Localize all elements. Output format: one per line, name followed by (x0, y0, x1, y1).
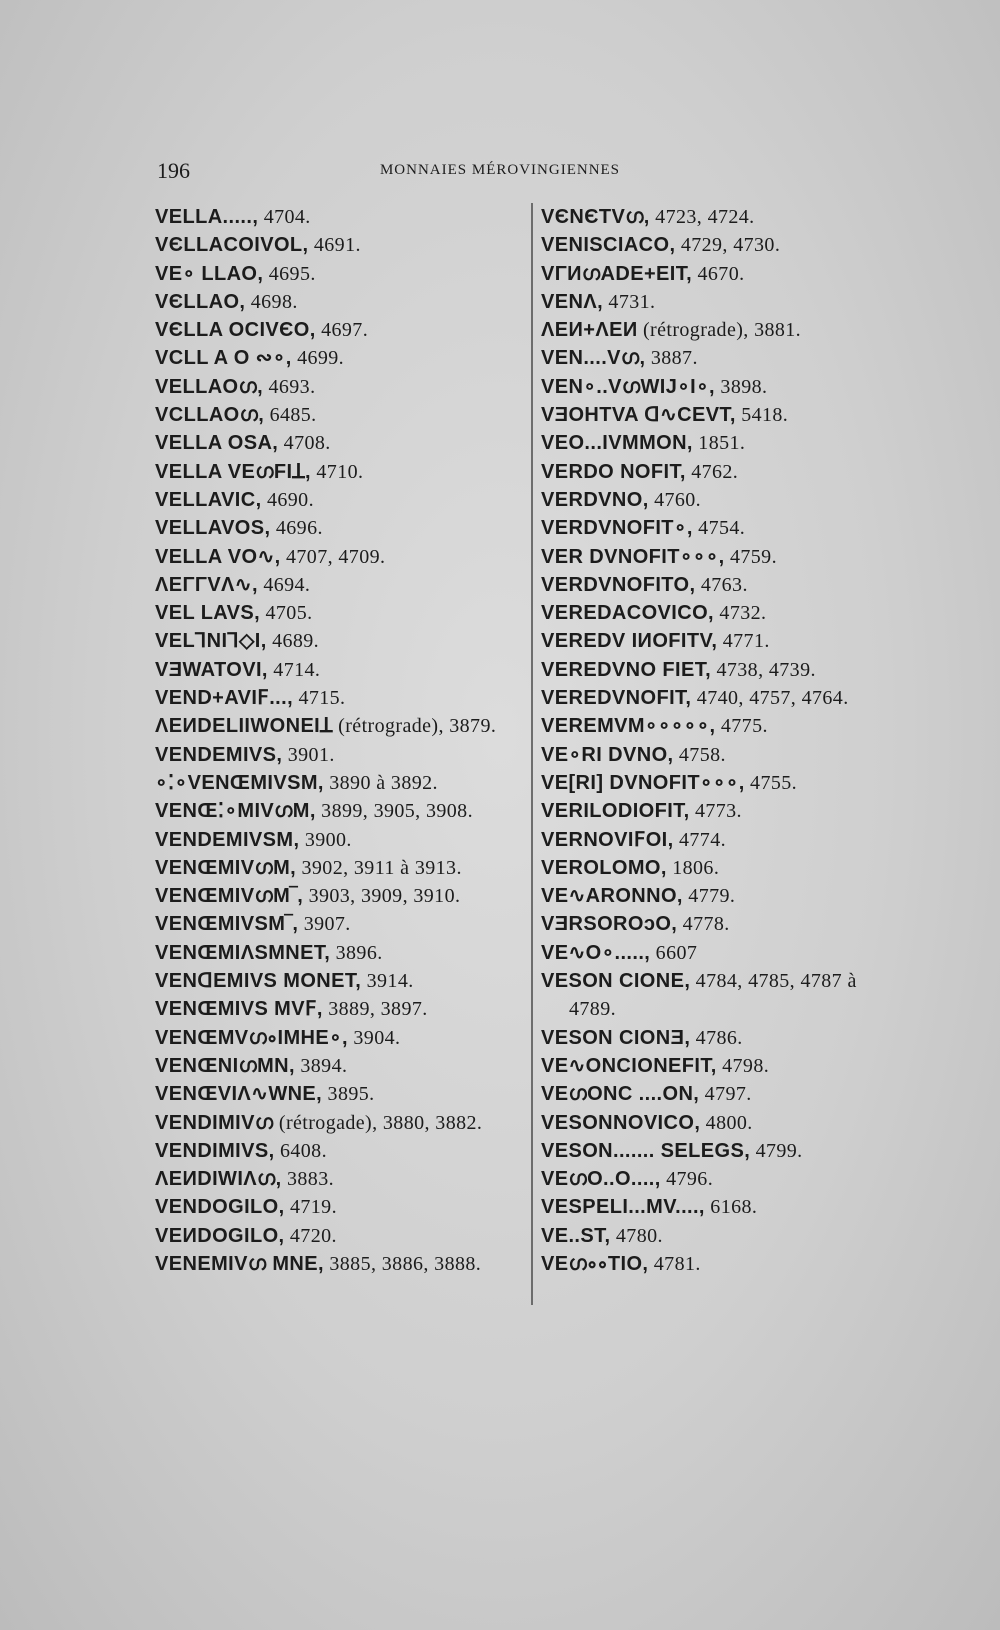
index-entry (541, 1109, 921, 1137)
coin-references: 4796. (660, 1168, 714, 1191)
coin-references: (rétrograde), 3881. (637, 319, 802, 342)
index-entry (541, 1250, 921, 1278)
coin-legend: VELLA VO∿, (155, 545, 281, 568)
coin-legend: VENŒMIVSM‾, (155, 913, 299, 936)
coin-references: 4710. (311, 460, 364, 483)
left-column (155, 203, 515, 1278)
index-entry (155, 741, 515, 769)
running-title: MONNAIES MÉROVINGIENNES (379, 162, 621, 178)
coin-references: 4758. (673, 743, 726, 766)
coin-references: 4786. (690, 1026, 743, 1049)
coin-references: 3904. (348, 1026, 401, 1049)
coin-references: 3896. (330, 941, 383, 964)
coin-legend: VEN....Vഗ, (541, 347, 646, 370)
coin-references: 4699. (291, 347, 345, 370)
coin-references: 3883. (281, 1168, 334, 1191)
right-column (541, 203, 921, 1278)
coin-legend: VEREDVNO FIET, (541, 658, 712, 681)
coin-legend: VER DVNOFIT∘∘∘, (541, 545, 725, 568)
index-entry (541, 429, 921, 457)
coin-legend: VELLA OSA, (155, 432, 279, 455)
coin-references: 4780. (610, 1224, 663, 1247)
coin-legend: VELLA VEഗFIꓕ, (155, 460, 311, 483)
coin-references: 4778. (677, 913, 730, 936)
coin-legend: VЄLLA OCIVЄO, (155, 319, 316, 342)
coin-legend: VERNOVIꓝOI, (541, 828, 674, 851)
index-entry (155, 1024, 515, 1052)
coin-legend: VE∿O∘....., (541, 941, 651, 964)
coin-legend: VEROLOMO, (541, 856, 667, 879)
coin-references: 4723, 4724. (649, 206, 755, 228)
coin-references: 3900. (299, 828, 352, 851)
coin-references: 3894. (294, 1054, 348, 1077)
coin-references: 4762. (685, 460, 739, 483)
index-entry (155, 1080, 515, 1108)
coin-references: 4696. (270, 517, 323, 540)
coin-references: 4707, 4709. (280, 545, 386, 568)
index-entry (155, 854, 515, 882)
coin-references: 4729, 4730. (675, 234, 781, 257)
index-entry (155, 769, 515, 797)
coin-references: 4755. (744, 771, 798, 794)
coin-references: 3899, 3905, 3908. (315, 800, 473, 823)
coin-legend: VENΛ, (541, 290, 604, 313)
coin-references: 4773. (689, 800, 742, 823)
coin-references: 4771. (717, 630, 770, 653)
index-entry (155, 684, 515, 712)
coin-legend: VЄNЄTVഗ, (541, 206, 650, 228)
coin-legend: VERILODIOFIT, (541, 800, 690, 823)
index-entry (541, 939, 921, 967)
coin-legend: VESPELI...MV...., (541, 1196, 705, 1219)
coin-legend: VENISCIACO, (541, 234, 676, 257)
index-entry (541, 769, 921, 797)
index-entry (541, 316, 921, 344)
index-entry (155, 288, 515, 316)
index-entry (541, 826, 921, 854)
index-entry (155, 1109, 515, 1137)
coin-references: 4689. (266, 630, 320, 653)
coin-legend: VEИDOGILO, (155, 1224, 285, 1247)
index-entry (541, 486, 921, 514)
index-entry (155, 656, 515, 684)
index-entry (541, 797, 921, 825)
coin-legend: VENDIMIVS, (155, 1139, 275, 1162)
coin-references: 4738, 4739. (711, 658, 816, 681)
coin-references: 4740, 4757, 4764. (691, 687, 849, 710)
coin-references: 6607 (650, 941, 698, 964)
coin-references: 3907. (298, 913, 351, 936)
coin-references: 4799. (750, 1139, 803, 1162)
coin-legend: VELLAOഗ, (155, 375, 264, 398)
coin-references: 4719. (284, 1196, 337, 1219)
coin-legend: VEND+AVIꓝ..., (155, 687, 294, 710)
index-entry (155, 316, 515, 344)
coin-references: 4691. (308, 234, 361, 257)
index-entry (155, 458, 515, 486)
coin-references: 4797. (699, 1083, 752, 1106)
coin-references: (rétrogade), 3880, 3882. (273, 1111, 483, 1134)
index-entry (155, 373, 515, 401)
coin-legend: VƎOHTVA ᗡ∿CEVT, (541, 404, 736, 427)
coin-legend: VENŒMVഗ∘IMHE∘, (155, 1026, 348, 1049)
coin-references: 6408. (274, 1139, 327, 1162)
coin-legend: VCLL A O ∾∘, (155, 347, 292, 370)
index-entry (541, 1222, 921, 1250)
coin-legend: VENŒMIΛSMNET, (155, 941, 331, 964)
coin-legend: VELLAVOS, (155, 517, 271, 540)
coin-legend: VESONNOVICO, (541, 1111, 701, 1134)
index-entry (155, 231, 515, 259)
coin-legend: VESON....... SELEGS, (541, 1139, 751, 1162)
coin-references: 4732. (714, 602, 767, 625)
index-entry (155, 939, 515, 967)
coin-legend: VCLLAOഗ, (155, 404, 265, 427)
index-entry (541, 514, 921, 542)
index-entry (155, 1250, 515, 1278)
index-entry (541, 203, 921, 231)
index-entry (541, 1024, 921, 1052)
coin-references: 3898. (715, 375, 768, 398)
coin-legend: VEഗ∘∘TIO, (541, 1252, 649, 1275)
index-entry (541, 543, 921, 571)
index-entry (541, 1052, 921, 1080)
coin-references: 4781. (648, 1252, 701, 1275)
coin-legend: ΛEИ+ΛEИ (541, 319, 638, 342)
page-header (0, 158, 1000, 188)
coin-references: 1806. (666, 856, 720, 879)
coin-legend: VEREDACOVICO, (541, 602, 715, 625)
coin-references: 4720. (284, 1224, 337, 1247)
coin-references: 4693. (263, 375, 316, 398)
coin-legend: VENDEMIVS, (155, 743, 283, 766)
index-entry (155, 627, 515, 655)
index-entry (541, 288, 921, 316)
index-entry (155, 486, 515, 514)
coin-references: 3903, 3909, 3910. (303, 885, 461, 908)
coin-legend: VESON CIONƎ, (541, 1026, 691, 1049)
coin-legend: VENŒVIΛ∿WNE, (155, 1083, 323, 1106)
coin-references: 3901. (282, 743, 335, 766)
coin-legend: VEREDVNOFIT, (541, 687, 692, 710)
coin-legend: VEL LAVS, (155, 602, 261, 625)
index-entry (155, 1052, 515, 1080)
index-entry (155, 203, 515, 231)
index-entry (155, 429, 515, 457)
coin-legend: VENᗡEMIVS MONET, (155, 970, 362, 993)
coin-references: 4697. (315, 319, 369, 342)
coin-references: 3889, 3897. (322, 998, 428, 1021)
coin-legend: VEഗONC ....ON, (541, 1083, 700, 1106)
index-entry (155, 995, 515, 1023)
coin-references: 4798. (716, 1054, 770, 1077)
coin-legend: VE..ST, (541, 1224, 611, 1247)
index-entry (541, 656, 921, 684)
coin-legend: VƎRSOROᴐO, (541, 913, 678, 936)
coin-legend: VENŒNIഗMN, (155, 1054, 295, 1077)
coin-legend: VERDVNOFITO, (541, 573, 696, 596)
coin-references: 4789. (569, 998, 616, 1021)
index-entry (155, 344, 515, 372)
index-entry (541, 571, 921, 599)
coin-references: 4779. (682, 885, 736, 908)
index-entry (155, 826, 515, 854)
index-entry (155, 1137, 515, 1165)
coin-legend: VERDO NOFIT, (541, 460, 686, 483)
index-entry (541, 712, 921, 740)
coin-legend: VERDVNOFIT∘, (541, 517, 693, 540)
index-entry (155, 1222, 515, 1250)
coin-references: 3890 à 3892. (323, 771, 438, 794)
coin-references: 4759. (724, 545, 777, 568)
coin-legend: ∘⁚∘VENŒMIVSM, (155, 771, 324, 794)
coin-references: 4763. (695, 573, 748, 596)
index-entry (155, 260, 515, 288)
index-entry (541, 995, 921, 1023)
coin-references: 6485. (264, 404, 317, 427)
coin-legend: VEREMVM∘∘∘∘∘, (541, 715, 716, 738)
index-entry (155, 543, 515, 571)
index-entry (541, 401, 921, 429)
coin-legend: VENDEMIVSM, (155, 828, 300, 851)
coin-references: 4690. (261, 488, 314, 511)
index-entry (541, 627, 921, 655)
coin-legend: VE∘ LLAO, (155, 262, 264, 285)
coin-legend: VEഗO..O...., (541, 1168, 661, 1191)
index-entry (155, 1165, 515, 1193)
index-entry (541, 882, 921, 910)
coin-legend: VE[RI] DVNOFIT∘∘∘, (541, 771, 745, 794)
coin-references: 5418. (735, 404, 789, 427)
coin-references: 4704. (258, 206, 311, 228)
index-entry (541, 1080, 921, 1108)
index-entry (541, 684, 921, 712)
coin-legend: VE∿ARONNO, (541, 885, 683, 908)
coin-legend: VЄLLACOIVOL, (155, 234, 309, 257)
coin-legend: ΛEИDELIIWONEIꓕ (155, 715, 333, 738)
index-entry (155, 797, 515, 825)
index-entry (155, 401, 515, 429)
index-entry (541, 260, 921, 288)
coin-references: 4800. (700, 1111, 753, 1134)
index-entry (155, 599, 515, 627)
coin-legend: VENDOGILO, (155, 1196, 285, 1219)
coin-references: 4670. (692, 262, 745, 285)
coin-references: 4714. (267, 658, 321, 681)
coin-references: 3895. (322, 1083, 375, 1106)
coin-references: 4708. (278, 432, 331, 455)
index-entry (541, 910, 921, 938)
column-divider (531, 203, 533, 1305)
coin-legend: VENDIMIVഗ (155, 1111, 274, 1134)
coin-references: 4694. (257, 573, 311, 596)
coin-references: 4775. (715, 715, 768, 738)
index-entry (541, 1137, 921, 1165)
coin-legend: VEO...IVMMON, (541, 432, 693, 455)
index-entry (155, 882, 515, 910)
index-entry (541, 231, 921, 259)
coin-legend: VΓИഗADE+EIT, (541, 262, 693, 285)
coin-legend: VERDVNO, (541, 488, 649, 511)
coin-legend: VE∘RI DVNO, (541, 743, 674, 766)
coin-references: 4784, 4785, 4787 à (690, 970, 857, 993)
coin-references: 4705. (260, 602, 313, 625)
index-entry (155, 571, 515, 599)
coin-references: 3914. (361, 970, 414, 993)
coin-legend: ΛEΓΓVΛ∿, (155, 573, 258, 596)
coin-references: 4760. (648, 488, 702, 511)
coin-legend: VENŒMIVഗM‾, (155, 885, 304, 908)
coin-references: (rétrograde), 3879. (332, 715, 497, 738)
index-entry (541, 854, 921, 882)
coin-references: 4731. (603, 290, 656, 313)
index-entry (155, 1193, 515, 1221)
coin-legend: VELLA....., (155, 206, 259, 228)
coin-references: 3887. (645, 347, 698, 370)
index-entry (541, 1193, 921, 1221)
coin-references: 4698. (245, 290, 298, 313)
coin-legend: VƎWATOVI, (155, 658, 268, 681)
coin-legend: VELꓶNIꓶ◇I, (155, 630, 267, 653)
coin-references: 3885, 3886, 3888. (323, 1252, 482, 1275)
index-entry (155, 712, 515, 740)
index-entry (155, 967, 515, 995)
coin-legend: VЄLLAO, (155, 290, 246, 313)
index-entry (155, 910, 515, 938)
index-entry (541, 967, 921, 995)
page-number: 196 (157, 158, 190, 183)
index-entry (155, 514, 515, 542)
coin-legend: ΛEИDIWIΛഗ, (155, 1168, 282, 1191)
coin-references: 6168. (704, 1196, 758, 1219)
coin-references: 1851. (692, 432, 746, 455)
index-entry (541, 599, 921, 627)
index-entry (541, 344, 921, 372)
coin-legend: VENEMIVഗ MNE, (155, 1252, 324, 1275)
index-entry (541, 373, 921, 401)
coin-legend: VE∿ONCIONEFIT, (541, 1054, 717, 1077)
coin-references: 4715. (293, 687, 346, 710)
coin-legend: VENŒMIVS MVꓝ, (155, 998, 323, 1021)
coin-references: 4695. (263, 262, 316, 285)
coin-legend: VEN∘..VഗWIJ∘I∘, (541, 375, 716, 398)
index-entry (541, 741, 921, 769)
coin-references: 4754. (692, 517, 746, 540)
coin-legend: VELLAVIC, (155, 488, 262, 511)
coin-legend: VENŒ⁚∘MIVഗM, (155, 800, 316, 823)
index-entry (541, 458, 921, 486)
coin-references: 4774. (673, 828, 726, 851)
coin-legend: VESON CIONE, (541, 970, 691, 993)
coin-references: 3902, 3911 à 3913. (296, 856, 462, 879)
coin-legend: VEREDV IИOFITV, (541, 630, 718, 653)
coin-legend: VENŒMIVഗM, (155, 856, 297, 879)
index-entry (541, 1165, 921, 1193)
